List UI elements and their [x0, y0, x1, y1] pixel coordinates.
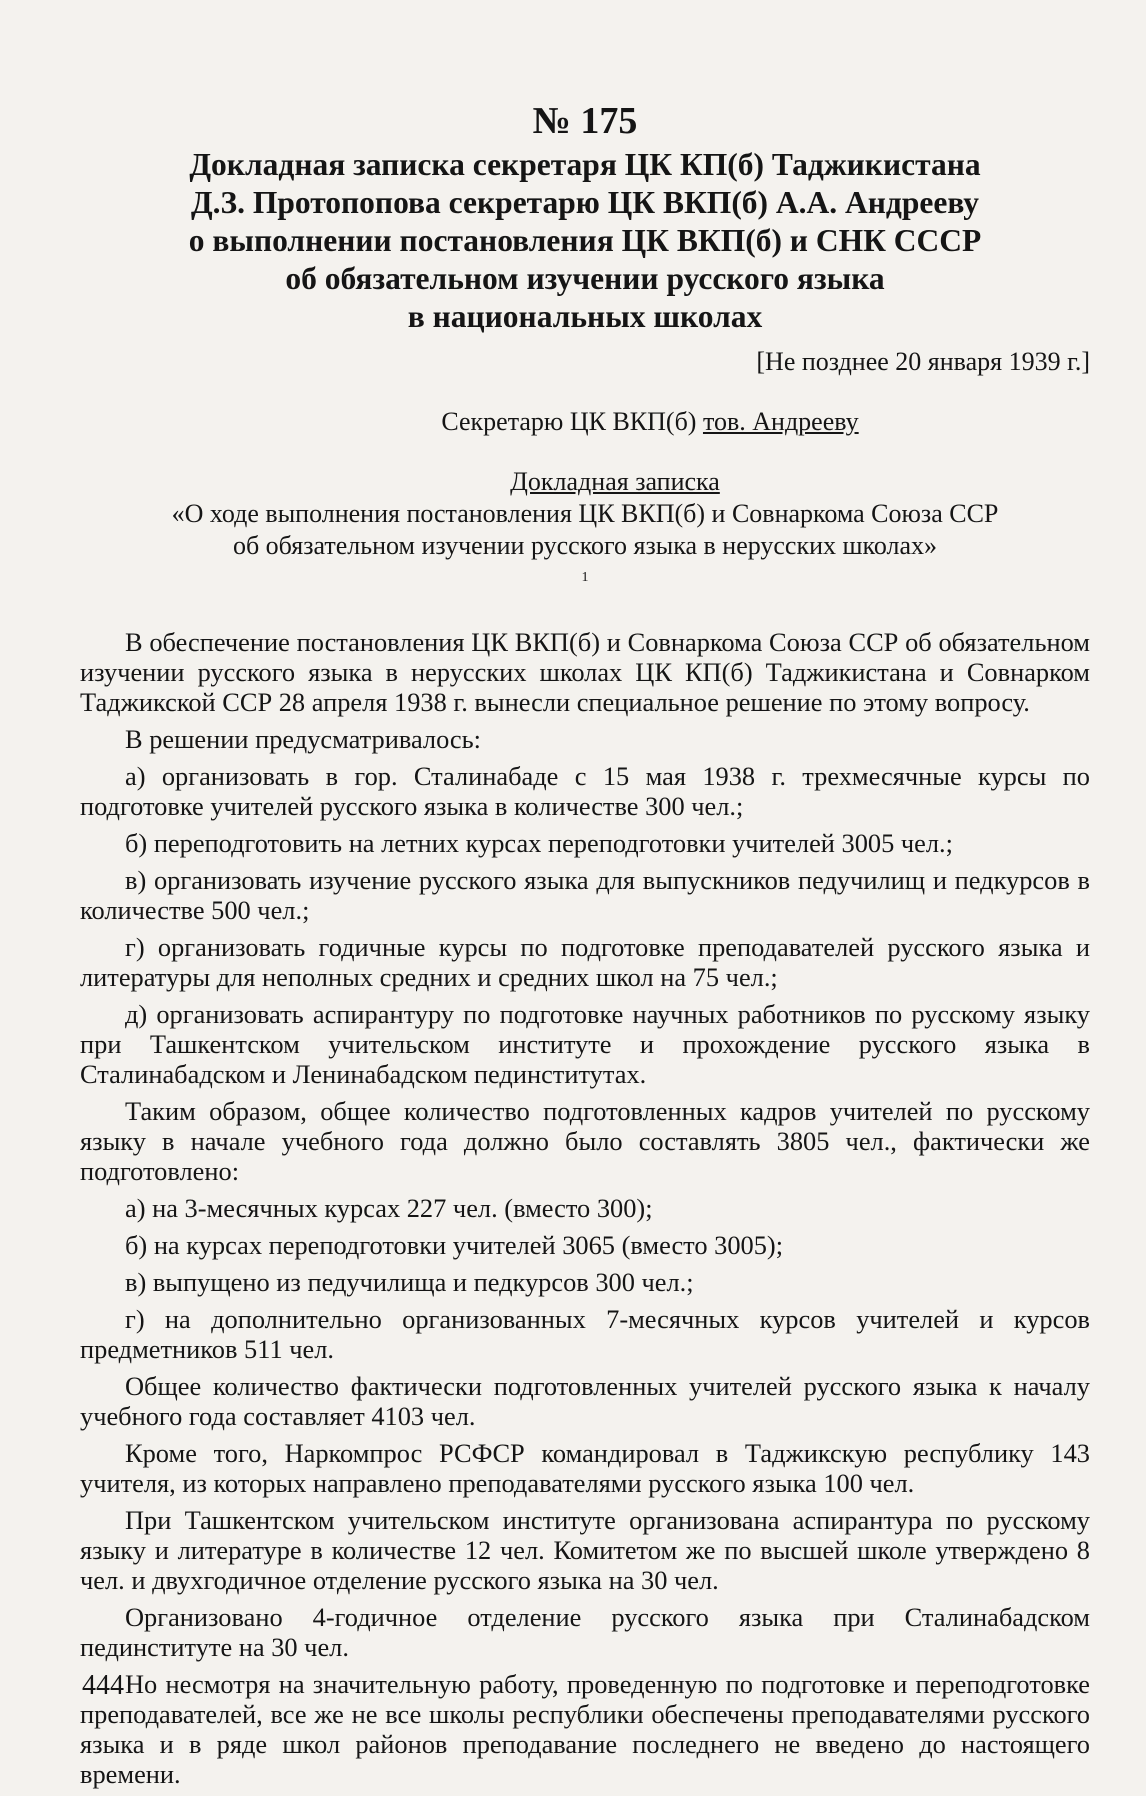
paragraph: б) переподготовить на летних курсах переподготовки учителей 3005 чел.;: [125, 827, 953, 858]
memo-heading-text: Докладная записка: [510, 467, 720, 496]
paragraph: б) на курсах переподготовки учителей 3065 (вместо 3005);: [125, 1229, 784, 1260]
paragraph: Кроме того, Наркомпрос РСФСР командировал в Таджикскую республику 143 учителя, из которых направлено преподавателями русского языка 100 чел.: [80, 1437, 1090, 1498]
paragraph: а) организовать в гор. Сталинабаде с 15 мая 1938 г. трехмесячные курсы по подготовке учителей русского языка в количестве 300 чел.;: [80, 760, 1090, 821]
title-line: об обязательном изучении русского языка: [285, 261, 885, 296]
document-number: № 175: [532, 100, 638, 142]
memo-body: [80, 627, 1090, 1789]
title-line: Д.З. Протопопова секретарю ЦК ВКП(б) А.А. Андрееву: [190, 185, 980, 220]
memo-subject: [80, 498, 1090, 599]
paragraph: В решении предусматривалось:: [125, 723, 482, 754]
memo-subject-text: об обязательном изучении русского языка в нерусских школах»: [232, 531, 938, 560]
document-title: [80, 146, 1090, 336]
paragraph: в) выпущено из педучилища и педкурсов 300 чел.;: [125, 1266, 694, 1297]
paragraph: д) организовать аспирантуру по подготовке научных работников по русскому языку при Ташкентском учительском институте и прохождение русского языка в Сталинабадском и Ленинабадском пединститутах.: [80, 998, 1090, 1089]
document-page: [80, 100, 1090, 1796]
paragraph: В обеспечение постановления ЦК ВКП(б) и Совнаркома Союза ССР об обязательном изучении русского языка в нерусских школах ЦК КП(б) Таджикистана и Совнарком Таджикской ССР 28 апреля 1938 г. вынесли специальное решение по этому вопросу.: [80, 626, 1090, 717]
title-line: о выполнении постановления ЦК ВКП(б) и СНК СССР: [188, 223, 982, 258]
title-line: в национальных школах: [407, 299, 763, 334]
memo-heading: [80, 466, 1090, 498]
memo-subject-line-2: [80, 530, 1090, 599]
paragraph: Но несмотря на значительную работу, проведенную по подготовке и переподготовке преподавателей, все же не все школы республики обеспечены преподавателями русского языка и в ряде школ районов преподавание последнего не введено до настоящего времени.: [80, 1668, 1090, 1789]
addressee: [80, 406, 1090, 438]
paragraph: Общее количество фактически подготовленных учителей русского языка к началу учебного года составляет 4103 чел.: [80, 1370, 1090, 1431]
page-number: 444: [82, 1670, 124, 1701]
addressee-name: тов. Андрееву: [702, 407, 859, 436]
paragraph: Организовано 4-годичное отделение русского языка при Сталинабадском пединституте на 30 чел.: [80, 1601, 1090, 1662]
paragraph: Таким образом, общее количество подготовленных кадров учителей по русскому языку в начале учебного года должно было составлять 3805 чел., фактически же подготовлено:: [80, 1095, 1090, 1186]
memo-subject-line: «О ходе выполнения постановления ЦК ВКП(б) и Совнаркома Союза ССР: [171, 499, 999, 528]
addressee-prefix: Секретарю ЦК ВКП(б): [441, 407, 703, 436]
title-line: Докладная записка секретаря ЦК КП(б) Таджикистана: [189, 147, 981, 182]
paragraph: в) организовать изучение русского языка для выпускников педучилищ и педкурсов в количестве 500 чел.;: [80, 864, 1090, 925]
document-date: [Не позднее 20 января 1939 г.]: [756, 347, 1090, 376]
paragraph: г) организовать годичные курсы по подготовке преподавателей русского языка и литературы для неполных средних и средних школ на 75 чел.;: [80, 931, 1090, 992]
paragraph: При Ташкентском учительском институте организована аспирантура по русскому языку и литературе в количестве 12 чел. Комитетом же по высшей школе утверждено 8 чел. и двухгодичное отделение русского языка на 30 чел.: [80, 1504, 1090, 1595]
paragraph: г) на дополнительно организованных 7-месячных курсов учителей и курсов предметников 511 чел.: [80, 1303, 1090, 1364]
paragraph: а) на 3-месячных курсах 227 чел. (вместо 300);: [125, 1192, 653, 1223]
footnote-mark: 1: [581, 570, 589, 585]
